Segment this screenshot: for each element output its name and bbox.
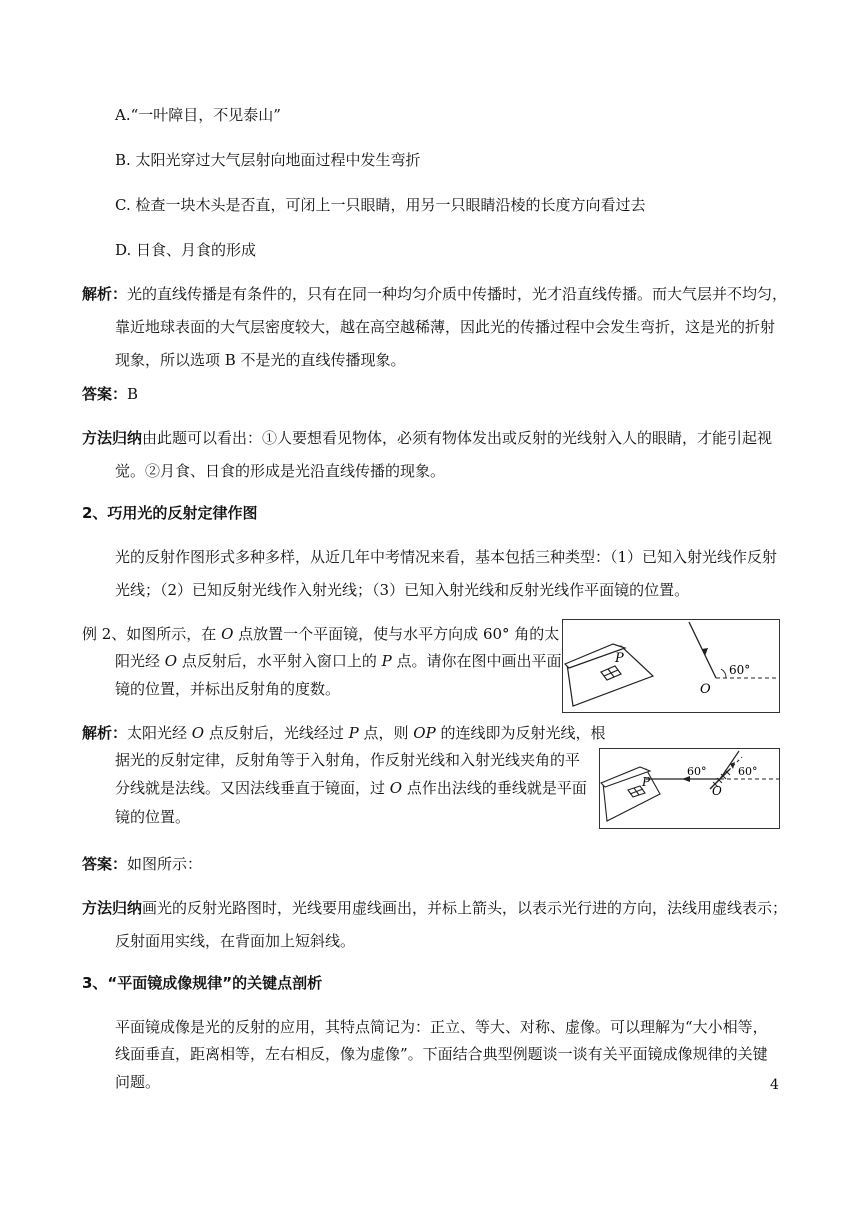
- method-2-line-2: 反射面用实线，在背面加上短斜线。: [115, 932, 356, 950]
- option-b: B. 太阳光穿过大气层射向地面过程中发生弯折: [115, 151, 421, 169]
- figure-1: [562, 619, 780, 713]
- section-2-line-2: 光线；（2）已知反射光线作入射光线；（3）已知入射光线和反射光线作平面镜的位置。: [115, 581, 690, 599]
- section-3-heading: 3、“平面镜成像规律”的关键点剖析: [82, 974, 323, 992]
- answer-value: 如图所示：: [127, 855, 203, 873]
- point-o: O: [221, 625, 234, 643]
- example-2-text: 例 2、如图所示，在: [82, 625, 222, 643]
- answer-label: 答案：: [82, 385, 128, 403]
- method-1-line-1: 由此题可以看出：①人要想看见物体，必须有物体发出或反射的光线射入人的眼睛，才能引起视: [142, 429, 773, 447]
- analysis-1-line-3: 现象，所以选项 B 不是光的直线传播现象。: [115, 351, 406, 369]
- answer-1: [82, 387, 138, 402]
- section-2-line-1: 光的反射作图形式多种多样，从近几年中考情况来看，基本包括三种类型：（1）已知入射光线作反射: [115, 548, 778, 566]
- section-3-line-1: 平面镜成像是光的反射的应用，其特点简记为：正立、等大、对称、虚像。可以理解为“大小相等，: [115, 1018, 768, 1036]
- figure-2-p-label: P: [642, 775, 651, 789]
- method-1: [82, 431, 788, 497]
- example-2-text: 点反射后，水平射入窗口上的: [177, 652, 382, 670]
- answer-label: 答案：: [82, 855, 128, 873]
- option-d: D. 日食、月食的形成: [115, 241, 257, 259]
- analysis-2-text: 分线就是法线。又因法线垂直于镜面，过: [115, 779, 390, 797]
- analysis-2-line-4: 镜的位置。: [115, 808, 191, 826]
- answer-2: [82, 857, 202, 872]
- method-2: [82, 901, 788, 967]
- section-2-heading: 2、巧用光的反射定律作图: [82, 504, 258, 522]
- option-c: C. 检查一块木头是否直，可闭上一只眼睛，用另一只眼睛沿棱的长度方向看过去: [115, 196, 646, 214]
- figure-2-angle-left: 60°: [687, 765, 707, 778]
- figure-2-o-label: O: [712, 784, 722, 798]
- example-2-text: 点放置一个平面镜，使与水平方向成 60° 角的太: [233, 625, 560, 643]
- example-2-text: 点。请你在图中画出平面: [391, 652, 562, 670]
- point-p: P: [381, 652, 392, 670]
- analysis-label: 解析：: [82, 724, 128, 742]
- example-2-line-1: [82, 627, 559, 642]
- point-o: O: [164, 652, 178, 670]
- analysis-1-line-1: 光的直线传播是有条件的，只有在同一种均匀介质中传播时，光才沿直线传播。而大气层并不均匀，: [127, 285, 788, 303]
- angle-arc: [721, 669, 726, 678]
- section-3-line-3: 问题。: [115, 1073, 161, 1091]
- analysis-2-text: 太阳光经: [127, 724, 192, 742]
- analysis-2-text: 点作出法线的垂线就是平面: [402, 779, 587, 797]
- figure-1-o-label: O: [700, 682, 711, 697]
- analysis-1-line-2: 靠近地球表面的大气层密度较大，越在高空越稀薄，因此光的传播过程中会发生弯折，这是光的折射: [115, 318, 776, 336]
- figure-2-angle-right: 60°: [738, 765, 758, 778]
- method-label: 方法归纳: [82, 899, 143, 917]
- option-a: A.“一叶障目，不见泰山”: [115, 106, 281, 124]
- analysis-2-text: 点反射后，光线经过: [204, 724, 349, 742]
- figure-1-svg: [563, 620, 779, 712]
- analysis-2-line-1: [82, 726, 605, 741]
- example-2-line-3: 镜的位置，并标出反射角的度数。: [115, 680, 341, 698]
- figure-1-p-label: P: [615, 651, 624, 666]
- analysis-2-text: 点，则: [358, 724, 414, 742]
- analysis-label: 解析：: [82, 285, 128, 303]
- method-2-line-1: 画光的反射光路图时，光线要用虚线画出，并标上箭头，以表示光行进的方向，法线用虚线表示；: [142, 899, 788, 917]
- method-label: 方法归纳: [82, 429, 143, 447]
- analysis-1: [82, 287, 788, 386]
- section-3-line-2: 线面垂直，距离相等，左右相反，像为虚像”。下面结合典型例题谈一谈有关平面镜成像规律的关键: [115, 1045, 768, 1063]
- analysis-2-text: 的连线即为反射光线，根: [435, 724, 606, 742]
- page-number: 4: [770, 1077, 779, 1093]
- figure-2-svg: [600, 749, 779, 828]
- method-1-line-2: 觉。②月食、日食的形成是光沿直线传播的现象。: [115, 462, 446, 480]
- line-op: OP: [413, 724, 436, 742]
- answer-value: B: [127, 385, 139, 403]
- example-2-text: 阳光经: [115, 652, 165, 670]
- point-o: O: [191, 724, 205, 742]
- figure-2: [599, 748, 780, 829]
- analysis-2-line-2: 据光的反射定律，反射角等于入射角，作反射光线和入射光线夹角的平: [115, 751, 581, 769]
- figure-1-angle-label: 60°: [729, 663, 751, 677]
- point-p: P: [348, 724, 359, 742]
- analysis-2-line-3: [115, 781, 587, 796]
- point-o: O: [389, 779, 403, 797]
- example-2-line-2: [115, 654, 562, 669]
